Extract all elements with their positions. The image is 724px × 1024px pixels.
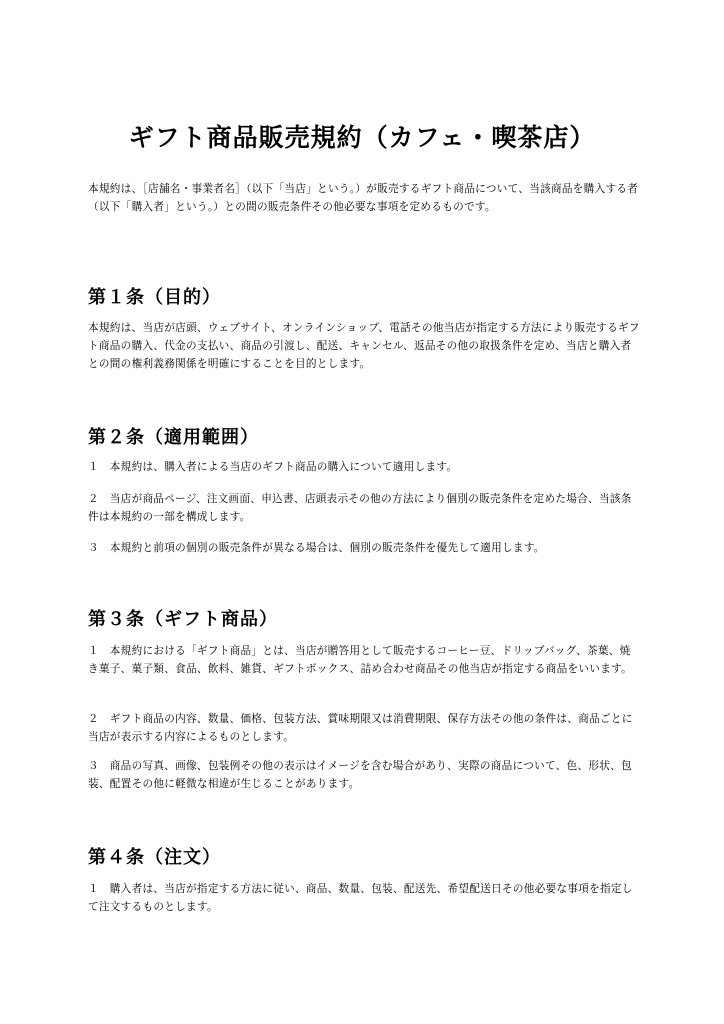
article-1-paragraph-1: 本規約は、当店が店頭、ウェブサイト、オンラインショップ、電話その他当店が指定する方法により販売するギフト商品の購入、代金の支払い、商品の引渡し、配送、キャンセル、返品その他の取扱条件を定め、当店と購入者との間の権利義務関係を明確にすることを目的とします。: [88, 322, 640, 370]
preamble-paragraph: 本規約は、［店舗名・事業者名］（以下「当店」という。）が販売するギフト商品について、当該商品を購入する者（以下「購入者」という。）との間の販売条件その他必要な事項を定めるものです。: [88, 183, 639, 213]
article-4-heading: 第４条（注文）: [88, 847, 221, 868]
article-3-paragraph-1: １ 本規約における「ギフト商品」とは、当店が贈答用として販売するコーヒー豆、ドリップバッグ、茶葉、焼き菓子、菓子類、食品、飲料、雑貨、ギフトボックス、詰め合わせ商品その他当店が指定する商品をいいます。: [88, 645, 633, 675]
article-2-paragraph-2: ２ 当店が商品ページ、注文画面、申込書、店頭表示その他の方法により個別の販売条件を定めた場合、当該条件は本規約の一部を構成します。: [88, 493, 632, 523]
article-1-heading: 第１条（目的）: [88, 287, 221, 308]
article-3-paragraph-2: ２ ギフト商品の内容、数量、価格、包装方法、賞味期限又は消費期限、保存方法その他の条件は、商品ごとに当店が表示する内容によるものとします。: [88, 713, 633, 743]
article-3-heading: 第３条（ギフト商品）: [88, 609, 278, 630]
article-2-heading: 第２条（適用範囲）: [88, 427, 259, 448]
document-title: ギフト商品販売規約（カフェ・喫茶店）: [128, 123, 596, 152]
article-2-paragraph-1: １ 本規約は、購入者による当店のギフト商品の購入について適用します。: [88, 461, 458, 473]
article-2-paragraph-3: ３ 本規約と前項の個別の販売条件が異なる場合は、個別の販売条件を優先して適用します。: [88, 542, 545, 554]
article-4-paragraph-1: １ 購入者は、当店が指定する方法に従い、商品、数量、包装、配送先、希望配送日その他必要な事項を指定して注文するものとします。: [88, 883, 633, 913]
article-3-paragraph-3: ３ 商品の写真、画像、包装例その他の表示はイメージを含む場合があり、実際の商品について、色、形状、包装、配置その他に軽微な相違が生じることがあります。: [88, 760, 632, 790]
